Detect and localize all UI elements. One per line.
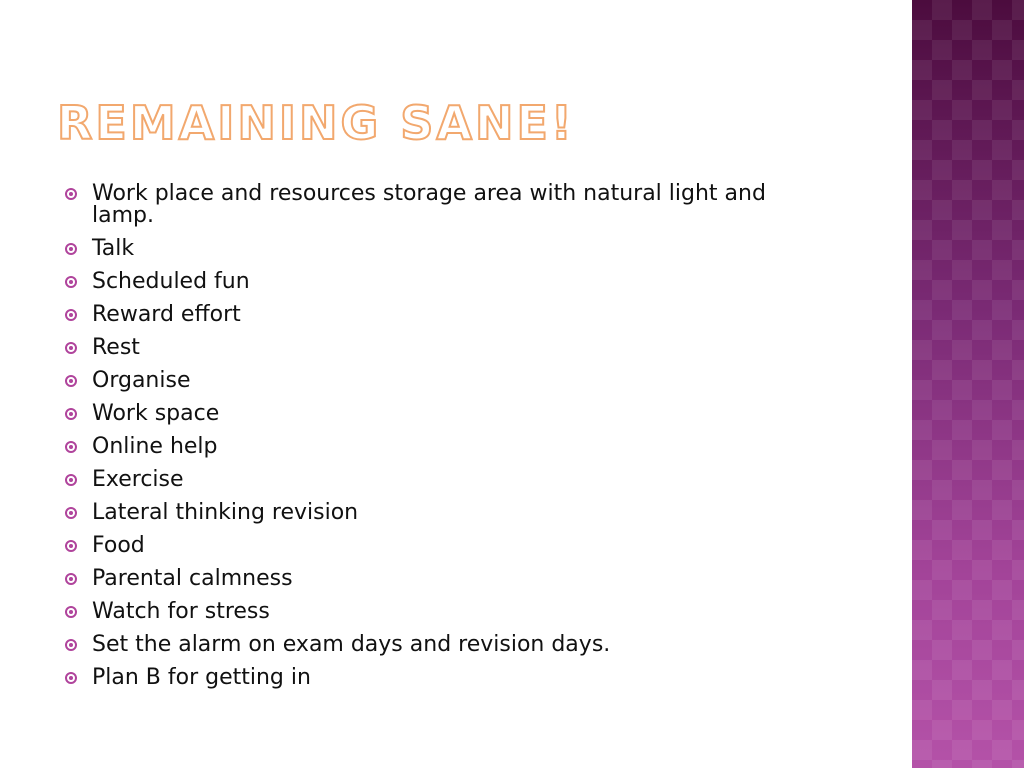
list-item-text: Reward effort (92, 302, 241, 327)
list-item-text: Lateral thinking revision (92, 500, 359, 525)
circled-dot-icon (65, 309, 77, 321)
list-item (62, 502, 822, 524)
list-item (62, 667, 822, 689)
list-item (62, 535, 822, 557)
list-item-text: Plan B for getting in (92, 665, 311, 690)
circled-dot-icon (65, 573, 77, 585)
list-item-text: Work place and resources storage area with natural light and lamp. (92, 181, 766, 228)
list-item-text: Food (92, 533, 145, 558)
list-item-text: Scheduled fun (92, 269, 250, 294)
list-item (62, 337, 822, 359)
list-item (62, 568, 822, 590)
circled-dot-icon (65, 474, 77, 486)
circled-dot-icon (65, 540, 77, 552)
circled-dot-icon (65, 441, 77, 453)
list-item-text: Set the alarm on exam days and revision days. (92, 632, 611, 657)
circled-dot-icon (65, 639, 77, 651)
circled-dot-icon (65, 188, 77, 200)
list-item-text: Work space (92, 401, 220, 426)
decorative-side-band (912, 0, 1024, 768)
list-item-text: Watch for stress (92, 599, 270, 624)
list-item (62, 238, 822, 260)
slide-title: REMAINING SANE! (57, 96, 575, 150)
list-item (62, 271, 822, 293)
list-item-text: Talk (92, 236, 135, 261)
circled-dot-icon (65, 375, 77, 387)
list-item-text: Exercise (92, 467, 184, 492)
list-item (62, 304, 822, 326)
list-item (62, 601, 822, 623)
bullet-list (62, 183, 822, 700)
list-item (62, 403, 822, 425)
list-item (62, 183, 822, 227)
list-item-text: Online help (92, 434, 218, 459)
list-item-text: Organise (92, 368, 191, 393)
circled-dot-icon (65, 243, 77, 255)
circled-dot-icon (65, 408, 77, 420)
list-item (62, 634, 822, 656)
list-item (62, 370, 822, 392)
list-item (62, 469, 822, 491)
circled-dot-icon (65, 606, 77, 618)
circled-dot-icon (65, 276, 77, 288)
circled-dot-icon (65, 672, 77, 684)
list-item-text: Rest (92, 335, 140, 360)
list-item (62, 436, 822, 458)
circled-dot-icon (65, 342, 77, 354)
circled-dot-icon (65, 507, 77, 519)
list-item-text: Parental calmness (92, 566, 293, 591)
